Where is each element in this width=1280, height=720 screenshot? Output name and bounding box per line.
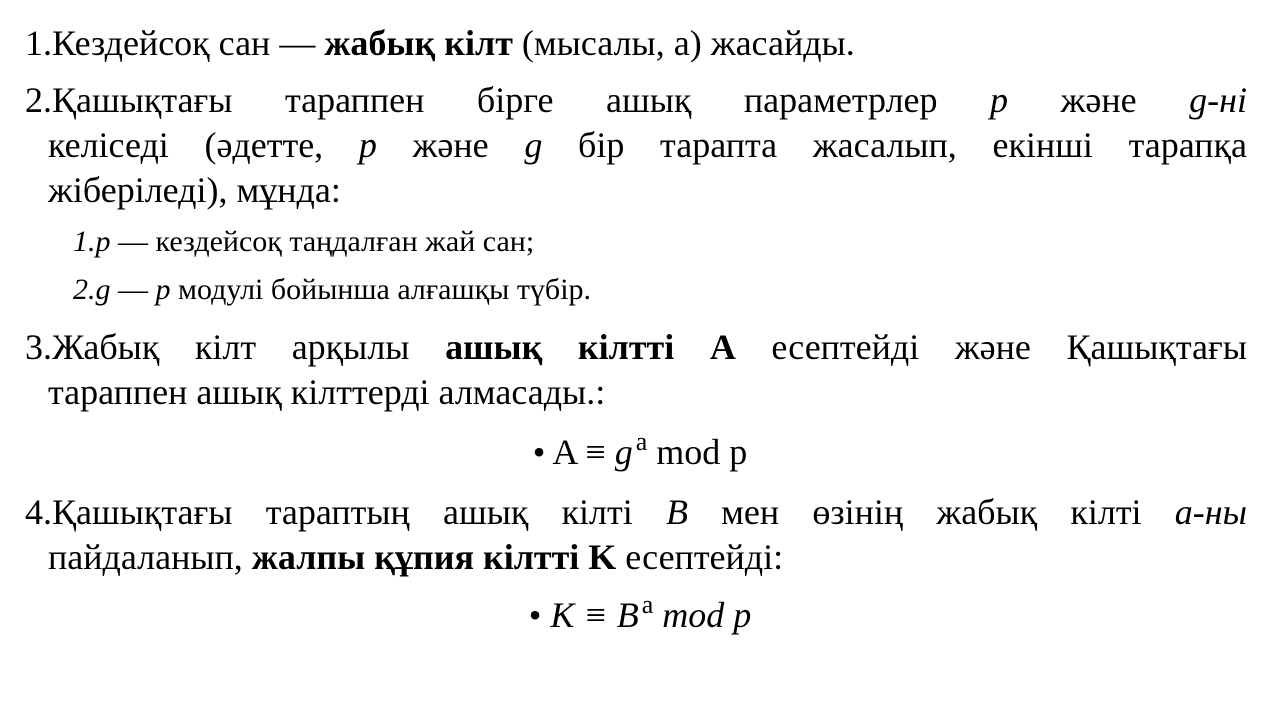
formula-text: mod p: [653, 595, 752, 635]
sub-list-item-1: [73, 222, 534, 262]
math-variable: p: [155, 273, 171, 306]
item-text: және: [1008, 80, 1190, 120]
item-line: [25, 123, 1247, 168]
item-line: [25, 535, 1247, 580]
math-variable: B: [616, 595, 639, 635]
math-variable: g-ні: [1189, 80, 1247, 120]
item-number: 3.: [25, 327, 52, 367]
item-line: [25, 490, 1247, 535]
item-text: Қашықтағы тараптың ашық кілті: [52, 492, 666, 532]
formula-shared-key: [0, 590, 1280, 638]
item-text: Қашықтағы тараппен бірге ашық параметрлер: [52, 80, 991, 120]
item-text: келіседі (әдетте,: [48, 125, 359, 165]
item-line: [25, 325, 1247, 370]
formula-text: K ≡: [541, 595, 617, 635]
math-variable: g: [614, 432, 633, 472]
math-exponent: a: [641, 590, 654, 619]
item-text: мен өзінің жабық кілті: [687, 492, 1175, 532]
formula-public-key: [0, 427, 1280, 475]
math-variable: p: [95, 225, 111, 258]
item-text: модулі бойынша алғашқы түбір.: [170, 273, 592, 306]
list-item-1: [25, 21, 1247, 66]
item-text: есептейді:: [616, 537, 784, 577]
bullet-icon: •: [528, 595, 542, 635]
item-text: Жабық кілт арқылы: [52, 327, 446, 367]
item-bold-term: ашық кілтті A: [445, 327, 736, 367]
math-variable: g: [524, 125, 543, 165]
math-variable: a-ны: [1174, 492, 1247, 532]
list-item-2: [25, 78, 1247, 213]
item-bold-term: жабық кілт: [324, 23, 513, 63]
item-line: тараппен ашық кілттерді алмасады.:: [48, 372, 606, 412]
item-text: есептейді және Қашықтағы: [735, 327, 1247, 367]
sub-item-number: 2.: [73, 273, 96, 306]
item-number: 1.: [25, 23, 52, 63]
sub-item-number: 1.: [73, 225, 96, 258]
item-text: —: [110, 273, 156, 306]
sub-list-item-2: [73, 270, 591, 310]
item-bold-term: жалпы құпия кілтті K: [251, 537, 617, 577]
math-variable: g: [95, 273, 111, 306]
item-line: жіберіледі), мұнда:: [48, 170, 341, 210]
list-item-3: [25, 325, 1247, 415]
item-text: бір тарапта жасалып, екінші тарапқа: [542, 125, 1247, 165]
math-variable: B: [665, 492, 688, 532]
formula-text: mod p: [647, 432, 748, 472]
formula-text: A ≡: [545, 432, 615, 472]
math-variable: p: [358, 125, 377, 165]
item-text: пайдаланып,: [48, 537, 252, 577]
item-text: және: [376, 125, 525, 165]
item-text: Кездейсоқ сан —: [52, 23, 325, 63]
item-line: [25, 78, 1247, 123]
item-text: — кездейсоқ таңдалған жай сан;: [110, 225, 535, 258]
math-exponent: a: [635, 427, 648, 456]
math-variable: p: [990, 80, 1009, 120]
item-number: 2.: [25, 80, 52, 120]
item-number: 4.: [25, 492, 52, 532]
item-text: (мысалы, a) жасайды.: [512, 23, 855, 63]
list-item-4: [25, 490, 1247, 580]
bullet-icon: •: [532, 432, 546, 472]
